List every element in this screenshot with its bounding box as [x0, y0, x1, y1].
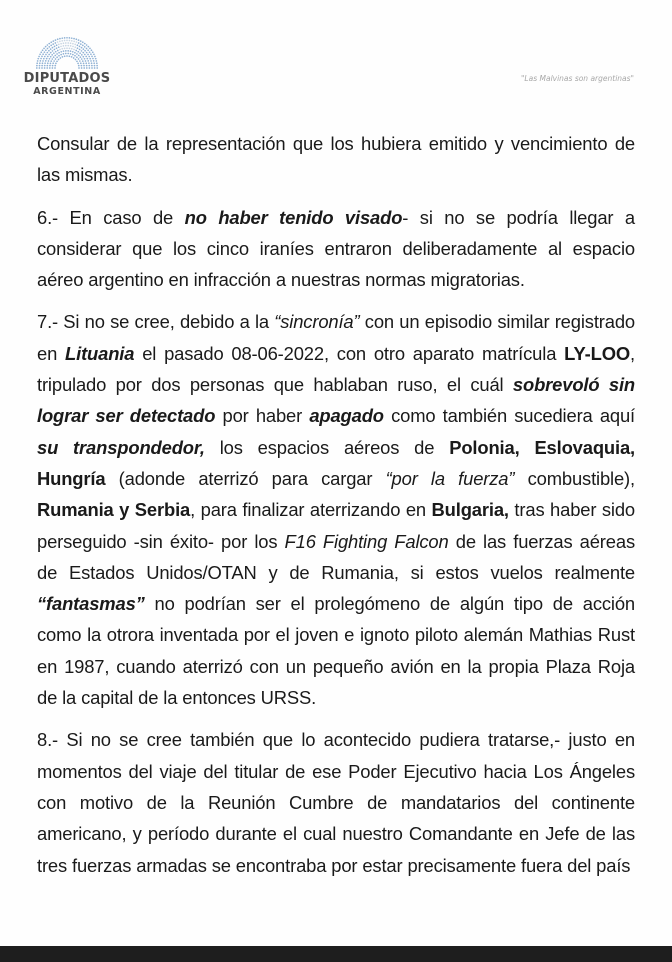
hemicycle-seat — [76, 60, 78, 62]
hemicycle-seat — [61, 37, 63, 39]
hemicycle-seat — [67, 45, 69, 47]
text-segment: - si no se podría llegar a considerar que los cinco iraníes entraron deliberadamente al espacio aéreo argentino en infracción a nuestras normas migratorias. — [37, 206, 635, 291]
hemicycle-seat — [80, 62, 82, 64]
hemicycle-seat — [90, 60, 92, 62]
hemicycle-seat — [45, 54, 47, 56]
hemicycle-seat — [69, 47, 71, 49]
text-segment: los espacios aéreos de — [204, 436, 450, 458]
hemicycle-seat — [89, 58, 91, 60]
hemicycle-seat — [52, 43, 54, 45]
text-segment: de las fuerzas aéreas de Estados Unidos/OTAN y de Rumania, si estos vuelos realmente — [37, 530, 635, 583]
hemicycle-seat — [66, 40, 68, 42]
hemicycle-seat — [93, 62, 95, 64]
hemicycle-seat — [65, 45, 67, 47]
hemicycle-seat — [47, 44, 49, 46]
emphasized-text: “fantasmas” — [37, 593, 145, 615]
hemicycle-seat — [74, 55, 76, 57]
text-segment: 7.- Si no se cree, debido a la — [37, 311, 275, 333]
hemicycle-seat — [77, 47, 79, 49]
hemicycle-seat — [47, 56, 49, 58]
hemicycle-seat — [63, 50, 65, 52]
hemicycle-seat — [66, 37, 68, 39]
hemicycle-seat — [83, 48, 85, 50]
hemicycle-seat — [50, 52, 52, 54]
hemicycle-seat — [58, 52, 60, 54]
hemicycle-seat — [47, 52, 49, 54]
hemicycle-seat — [65, 42, 67, 44]
hemicycle-seat — [82, 56, 84, 58]
hemicycle-seat — [87, 49, 89, 51]
hemicycle-seat — [71, 37, 73, 39]
hemicycle-seat — [64, 37, 66, 39]
emphasized-text: Polonia, Eslovaquia, Hungría — [37, 436, 635, 489]
hemicycle-seat — [95, 58, 97, 60]
hemicycle-seat — [79, 60, 81, 62]
hemicycle-seat — [84, 58, 86, 60]
text-segment: 8.- Si no se cree también que lo acontecido pudiera tratarse,- justo en momentos del viaje del titular de ese Poder Ejecutivo hacia Los Ángeles con motivo de la Reunión Cumbre de mandatarios del continente americano, y período durante el cual nuestro Comandante en Jefe de las tres fuerzas armadas se encontraba por estar precisamente fuera del país — [37, 729, 635, 876]
hemicycle-seat — [94, 56, 96, 58]
hemicycle-seat — [52, 65, 54, 67]
hemicycle-seat — [36, 67, 38, 69]
hemicycle-seat — [70, 53, 72, 55]
hemicycle-seat — [84, 46, 86, 48]
hemicycle-seat — [70, 45, 72, 47]
hemicycle-seat — [46, 65, 48, 67]
hemicycle-seat — [57, 41, 59, 43]
text-segment: tras haber sido perseguido -sin éxito- por los — [37, 499, 636, 552]
hemicycle-seat — [54, 55, 56, 57]
hemicycle-seat — [82, 45, 84, 47]
hemicycle-seat — [84, 43, 86, 45]
hemicycle-seat — [89, 51, 91, 53]
hemicycle-seat — [77, 44, 79, 46]
hemicycle-seat — [43, 48, 45, 50]
hemicycle-seat — [41, 67, 43, 69]
hemicycle-seat — [39, 60, 41, 62]
hemicycle-seat — [43, 58, 45, 60]
hemicycle-seat — [96, 60, 98, 62]
hemicycle-seat — [85, 62, 87, 64]
hemicycle-seat — [67, 50, 69, 52]
hemicycle-seat — [54, 65, 56, 67]
hemicycle-seat — [79, 52, 81, 54]
emphasized-text: LY-LOO — [564, 342, 631, 364]
hemicycle-seat — [61, 48, 63, 50]
emphasized-text: “por la fuerza” — [385, 467, 515, 489]
hemicycle-seat — [45, 49, 47, 51]
hemicycle-seat — [53, 52, 55, 54]
hemicycle-seat — [40, 58, 42, 60]
hemicycle-seat — [62, 56, 64, 58]
hemicycle-seat — [65, 53, 67, 55]
text-segment: , para finalizar aterrizando en — [190, 499, 432, 521]
hemicycle-seat — [44, 56, 46, 58]
hemicycle-seat — [55, 63, 57, 65]
hemicycle-seat — [48, 43, 50, 45]
hemicycle-seat — [79, 46, 81, 48]
hemicycle-seat — [48, 50, 50, 52]
hemicycle-seat — [87, 54, 89, 56]
hemicycle-seat — [37, 60, 39, 62]
hemicycle-seat — [74, 52, 76, 54]
hemicycle-seat — [81, 54, 83, 56]
hemicycle-seat — [45, 60, 47, 62]
hemicycle-seat — [93, 53, 95, 55]
hemicycle-seat — [40, 51, 42, 53]
hemicycle-seat — [82, 60, 84, 62]
hemicycle-seat — [94, 65, 96, 67]
hemicycle-seat — [56, 47, 58, 49]
hemicycle-seat — [56, 56, 58, 58]
hemicycle-seat — [87, 60, 89, 62]
hemicycle-seat — [46, 67, 48, 69]
hemicycle-seat — [96, 62, 98, 64]
hemicycle-seat — [59, 49, 61, 51]
text-segment: no podrían ser el prolegómeno de algún tipo de acción como la otrora inventada por el joven e ignoto piloto alemán Mathias Rust en 1987, cuando aterrizó con un pequeño avión en la propia Plaza Roja de la capital de la entonces URSS. — [37, 593, 635, 709]
hemicycle-seat — [55, 58, 57, 60]
hemicycle-seat — [89, 48, 91, 50]
hemicycle-seat — [36, 62, 38, 64]
hemicycle-seat — [65, 50, 67, 52]
hemicycle-seat — [78, 65, 80, 67]
hemicycle-seat — [42, 53, 44, 55]
hemicycle-seat — [78, 55, 80, 57]
hemicycle-seat — [75, 38, 77, 40]
hemicycle-seat — [38, 56, 40, 58]
hemicycle-seat — [86, 48, 88, 50]
hemicycle-seat — [68, 55, 70, 57]
hemicycle-seat — [96, 65, 98, 67]
hemicycle-seat — [63, 42, 65, 44]
hemicycle-seat — [58, 59, 60, 61]
hemicycle-seat — [79, 56, 81, 58]
text-segment: Consular de la representación que los hubiera emitido y vencimiento de las mismas. — [37, 133, 635, 186]
hemicycle-seat — [44, 51, 46, 53]
hemicycle-seat — [37, 58, 39, 60]
hemicycle-seat — [61, 40, 63, 42]
paragraph-item-7 — [37, 306, 635, 713]
emphasized-text: Rumania y Serbia — [37, 499, 191, 521]
hemicycle-seat — [57, 50, 59, 52]
hemicycle-seat — [83, 67, 85, 69]
hemicycle-seat — [92, 58, 94, 60]
hemicycle-seat — [80, 40, 82, 42]
hemicycle-seat — [71, 56, 73, 58]
hemicycle-seat — [67, 53, 69, 55]
hemicycle-seat — [73, 49, 75, 51]
hemicycle-seat — [60, 51, 62, 53]
hemicycle-seat — [77, 63, 79, 65]
paragraph-item-6 — [37, 202, 635, 296]
emphasized-text: F16 Fighting Falcon — [284, 530, 449, 552]
hemicycle-seat — [52, 47, 54, 49]
viewer-bottom-bar — [0, 946, 672, 962]
hemicycle-seat — [82, 52, 84, 54]
hemicycle-seat — [76, 41, 78, 43]
hemicycle-seat — [94, 67, 96, 69]
hemicycle-seat — [92, 51, 94, 53]
document-body — [37, 128, 635, 892]
hemicycle-seat — [76, 53, 78, 55]
hemicycle-seat — [51, 54, 53, 56]
text-segment: con un episodio similar registrado en — [37, 311, 635, 364]
hemicycle-seat — [50, 60, 52, 62]
hemicycle-seat — [79, 49, 81, 51]
hemicycle-seat — [84, 54, 86, 56]
header-motto: "Las Malvinas son argentinas" — [520, 74, 634, 83]
hemicycle-seat — [86, 67, 88, 69]
hemicycle-seat — [73, 38, 75, 40]
hemicycle-seat — [59, 38, 61, 40]
hemicycle-seat — [47, 62, 49, 64]
hemicycle-seat — [48, 46, 50, 48]
hemicycle-seat — [86, 65, 88, 67]
hemicycle-seat — [55, 51, 57, 53]
hemicycle-seat — [50, 56, 52, 58]
emphasized-text: Lituania — [65, 342, 135, 364]
hemicycle-seat — [49, 58, 51, 60]
document-header — [0, 0, 672, 110]
emphasized-text: apagado — [309, 405, 384, 427]
hemicycle-seat — [81, 65, 83, 67]
hemicycle-seat — [73, 40, 75, 42]
hemicycle-seat — [63, 45, 65, 47]
hemicycle-seat — [52, 50, 54, 52]
hemicycle-seat — [51, 58, 53, 60]
hemicycle-seat — [56, 60, 58, 62]
hemicycle-seat — [66, 55, 68, 57]
text-segment: combustible), — [514, 467, 635, 489]
hemicycle-seat — [71, 40, 73, 42]
hemicycle-seat — [88, 65, 90, 67]
hemicycle-seat — [50, 45, 52, 47]
hemicycle-seat — [52, 67, 54, 69]
hemicycle-seat — [67, 42, 69, 44]
hemicycle-seat — [39, 67, 41, 69]
hemicycle-seat — [54, 46, 56, 48]
hemicycle-seat — [55, 39, 57, 41]
hemicycle-seat — [63, 53, 65, 55]
hemicycle-seat — [91, 62, 93, 64]
hemicycle-seat — [96, 67, 98, 69]
hemicycle-seat — [84, 50, 86, 52]
hemicycle-seat — [88, 46, 90, 48]
hemicycle-seat — [78, 39, 80, 41]
hemicycle-seat — [76, 56, 78, 58]
hemicycle-seat — [56, 53, 58, 55]
hemicycle-seat — [56, 44, 58, 46]
hemicycle-seat — [88, 56, 90, 58]
hemicycle-seat — [71, 48, 73, 50]
hemicycle-seat — [58, 55, 60, 57]
hemicycle-seat — [44, 65, 46, 67]
hemicycle-seat — [72, 46, 74, 48]
hemicycle-seat — [83, 63, 85, 65]
hemicycle-seat — [57, 38, 59, 40]
hemicycle-seat — [91, 65, 93, 67]
text-segment: por haber — [215, 405, 310, 427]
hemicycle-seat — [39, 62, 41, 64]
hemicycle-seat — [91, 67, 93, 69]
hemicycle-seat — [72, 51, 74, 53]
hemicycle-seat — [47, 48, 49, 50]
hemicycle-seat — [86, 44, 88, 46]
logo-title: DIPUTADOS — [23, 71, 111, 86]
hemicycle-seat — [41, 55, 43, 57]
emphasized-text: Bulgaria, — [431, 499, 509, 521]
hemicycle-seat — [60, 54, 62, 56]
hemicycle-seat — [86, 52, 88, 54]
hemicycle-seat — [36, 65, 38, 67]
hemicycle-seat — [46, 58, 48, 60]
hemicycle-seat — [85, 60, 87, 62]
hemicycle-seat — [72, 43, 74, 45]
hemicycle-seat — [48, 54, 50, 56]
hemicycle-seat — [44, 62, 46, 64]
hemicycle-seat — [52, 62, 54, 64]
hemicycle-seat — [44, 67, 46, 69]
hemicycle-seat — [85, 56, 87, 58]
hemicycle-seat — [64, 40, 66, 42]
hemicycle-seat — [60, 46, 62, 48]
hemicycle-seat — [77, 51, 79, 53]
hemicycle-seat — [53, 56, 55, 58]
text-segment: el pasado 08-06-2022, con otro aparato matrícula — [134, 342, 565, 364]
hemicycle-seat — [91, 49, 93, 51]
hemicycle-seat — [93, 60, 95, 62]
hemicycle-seat — [58, 44, 60, 46]
hemicycle-seat — [49, 67, 51, 69]
hemicycle-seat — [54, 49, 56, 51]
hemicycle-seat — [41, 65, 43, 67]
text-segment: , tripulado por dos personas que hablaban ruso, el cuál — [37, 342, 635, 396]
hemicycle-seat — [42, 49, 44, 51]
hemicycle-seat — [42, 60, 44, 62]
hemicycle-seat — [70, 42, 72, 44]
hemicycle-seat — [42, 62, 44, 64]
hemicycle-seat — [49, 65, 51, 67]
hemicycle-seat — [60, 43, 62, 45]
hemicycle-seat — [78, 67, 80, 69]
emphasized-text: su transpondedor, — [37, 436, 205, 458]
hemicycle-seat — [52, 40, 54, 42]
hemicycle-seat — [54, 67, 56, 69]
logo-subtitle: ARGENTINA — [33, 86, 101, 97]
hemicycle-seat — [78, 42, 80, 44]
hemicycle-seat — [89, 67, 91, 69]
hemicycle-seat — [54, 42, 56, 44]
hemicycle-seat — [72, 54, 74, 56]
diputados-logo — [22, 34, 112, 97]
hemicycle-seat — [74, 46, 76, 48]
hemicycle-seat — [64, 47, 66, 49]
hemicycle-seat — [69, 37, 71, 39]
hemicycle-seat — [50, 48, 52, 50]
emphasized-text: “sincronía” — [274, 311, 360, 333]
hemicycle-seat — [64, 55, 66, 57]
hemicycle-seat — [74, 44, 76, 46]
text-segment: como también sucediera aquí — [383, 405, 636, 427]
hemicycle-seat — [58, 46, 60, 48]
hemicycle-seat — [66, 47, 68, 49]
hemicycle-seat — [45, 46, 47, 48]
hemicycle-seat — [90, 53, 92, 55]
hemicycle-seat — [80, 43, 82, 45]
hemicycle-seat — [78, 58, 80, 60]
hemicycle-seat — [86, 58, 88, 60]
hemicycle-seat — [88, 62, 90, 64]
hemicycle-seat — [82, 41, 84, 43]
hemicycle-seat — [70, 50, 72, 52]
hemicycle-seat — [39, 53, 41, 55]
hemicycle-seat — [73, 57, 75, 59]
paragraph-continuation — [37, 128, 635, 191]
hemicycle-seat — [59, 40, 61, 42]
hemicycle-seat — [69, 40, 71, 42]
hemicycle-seat — [48, 60, 50, 62]
text-segment: 6.- En caso de — [37, 206, 185, 228]
hemicycle-seat — [83, 65, 85, 67]
hemicycle-seat — [50, 63, 52, 65]
hemicycle-seat — [75, 59, 77, 61]
hemicycle-seat — [81, 67, 83, 69]
hemicycle-seat — [53, 60, 55, 62]
hemicycle-icon — [33, 34, 101, 70]
hemicycle-seat — [75, 50, 77, 52]
emphasized-text: no haber tenido visado — [184, 206, 403, 228]
hemicycle-seat — [81, 50, 83, 52]
hemicycle-seat — [50, 41, 52, 43]
hemicycle-seat — [91, 55, 93, 57]
hemicycle-seat — [39, 65, 41, 67]
hemicycle-seat — [59, 57, 61, 59]
hemicycle-seat — [81, 58, 83, 60]
paragraph-item-8 — [37, 724, 635, 880]
text-segment: (adonde aterrizó para cargar — [105, 467, 386, 489]
hemicycle-seat — [81, 47, 83, 49]
emphasized-text: sobrevoló sin lograr ser detectado — [37, 374, 635, 427]
